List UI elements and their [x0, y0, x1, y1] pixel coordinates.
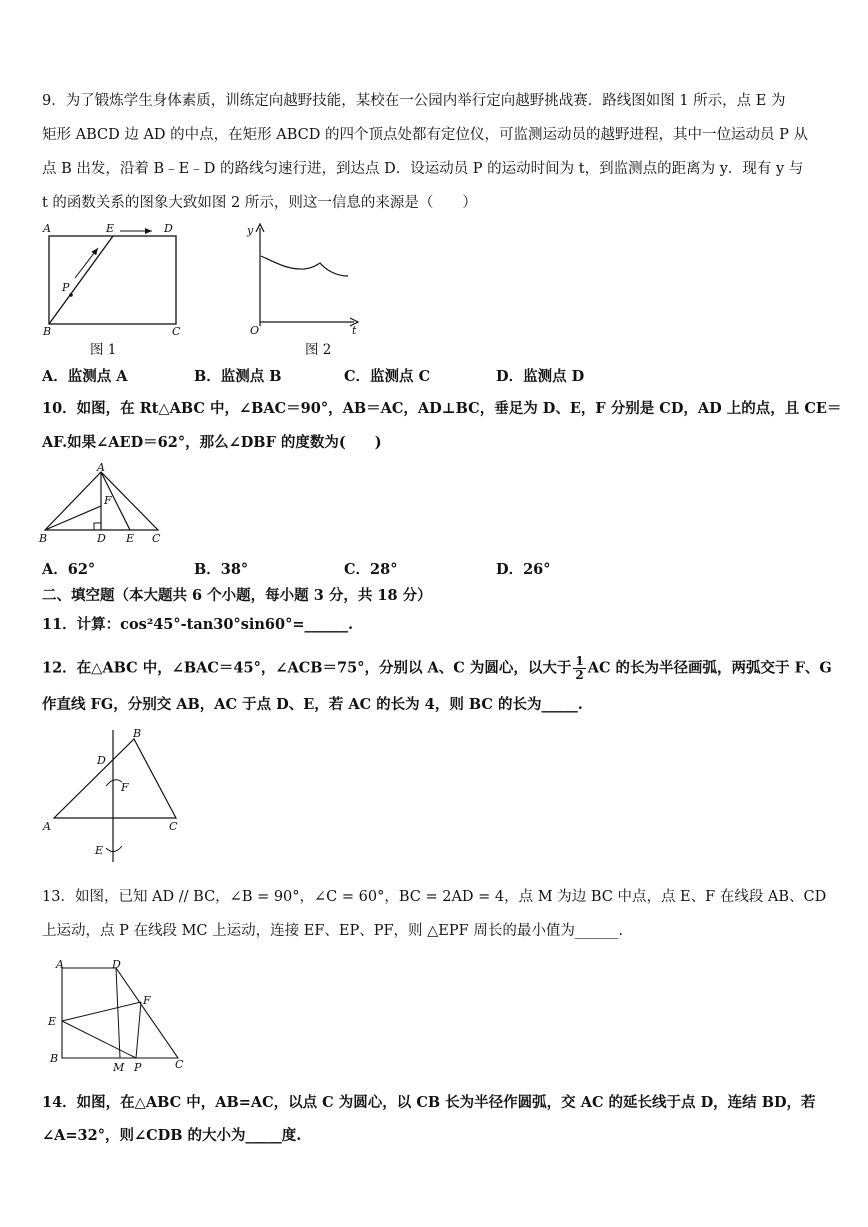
label-b: B — [43, 325, 52, 338]
q9-line-2: 矩形 ABCD 边 AD 的中点，在矩形 ABCD 的四个顶点处都有定位仪，可监测运动员的越野进程，其中一位运动员 P 从 — [42, 127, 808, 143]
q14-line-2: ∠A=32°，则∠CDB 的大小为_____度. — [42, 1127, 302, 1144]
fraction-one-half: $\frac{1}{2}$ — [575, 654, 584, 682]
q12-line-1-post: AC 的长为半径画弧，两弧交于 F、G — [587, 659, 832, 677]
q9-line-4: t 的函数关系的图象大致如图 2 所示，则这一信息的来源是（ ） — [42, 195, 477, 211]
label-b: B — [133, 727, 142, 740]
label-d: D — [97, 532, 106, 544]
label-t: t — [352, 324, 357, 337]
label-a: A — [56, 958, 64, 971]
trapezoid-abcd — [62, 968, 178, 1058]
label-e: E — [95, 844, 104, 857]
segment-ep — [62, 1021, 136, 1058]
section-2-heading: 二、填空题（本大题共 6 个小题，每小题 3 分，共 18 分） — [42, 587, 432, 604]
q12-line-1 — [42, 655, 832, 682]
q9-line-3: 点 B 出发，沿着 B﹣E﹣D 的路线匀速行进，到达点 D．设运动员 P 的运动时间为 t，到监测点的距离为 y．现有 y 与 — [42, 161, 804, 177]
q9-line-1: 9．为了锻炼学生身体素质，训练定向越野技能，某校在一公园内举行定向越野挑战赛．路线图如图 1 所示，点 E 为 — [42, 93, 786, 109]
label-c: C — [169, 820, 178, 833]
q11-line: 11．计算：cos²45°-tan30°sin60°=______. — [42, 616, 354, 633]
q14-line-1: 14．如图，在△ABC 中，AB=AC，以点 C 为圆心，以 CB 长为半径作圆弧，交 AC 的延长线于点 D，连结 BD，若 — [42, 1094, 816, 1111]
q9-figure-1 — [40, 218, 200, 338]
q9-option-c[interactable]: C．监测点 C — [344, 368, 431, 385]
label-e: E — [48, 1015, 57, 1028]
q9-option-b[interactable]: B．监测点 B — [194, 368, 282, 385]
label-p: P — [134, 1061, 142, 1074]
rectangle-abcd — [49, 236, 176, 324]
label-b: B — [50, 1052, 59, 1065]
label-e: E — [126, 532, 135, 544]
q10-line-2: AF.如果∠AED＝62°，那么∠DBF 的度数为( ) — [42, 434, 382, 451]
label-a: A — [43, 820, 51, 833]
q12-figure — [38, 724, 188, 866]
arc-f — [106, 780, 122, 786]
label-b: B — [39, 532, 48, 544]
label-f: F — [143, 994, 151, 1007]
q13-figure — [42, 954, 192, 1076]
label-c: C — [172, 325, 181, 338]
label-c: C — [175, 1058, 184, 1071]
label-o: O — [250, 324, 260, 337]
segment-dm — [116, 968, 120, 1058]
label-d: D — [164, 222, 173, 235]
label-p: P — [62, 281, 70, 294]
q10-option-a[interactable]: A．62° — [42, 561, 96, 578]
q13-line-1: 13．如图，已知 AD // BC，∠B = 90°，∠C = 60°，BC = 2AD = 4，点 M 为边 BC 中点，点 E、F 在线段 AB、CD — [42, 889, 827, 905]
segment-ef — [62, 1002, 141, 1021]
right-angle-mark — [94, 523, 101, 530]
q9-figure-1-caption: 图 1 — [90, 342, 117, 358]
q9-figure-2-caption: 图 2 — [305, 342, 332, 358]
label-f: F — [104, 494, 112, 507]
q13-line-2: 上运动，点 P 在线段 MC 上运动，连接 EF、EP、PF，则 △EPF 周长的最小值为______. — [42, 923, 623, 939]
q10-figure — [36, 462, 168, 544]
label-d: D — [97, 754, 106, 767]
q10-line-1: 10．如图，在 Rt△ABC 中，∠BAC＝90°，AB＝AC，AD⊥BC，垂足为 D、E，F 分别是 CD，AD 上的点，且 CE＝ — [42, 400, 842, 417]
q9-figure-2 — [242, 218, 367, 338]
label-m: M — [113, 1061, 125, 1074]
function-curve — [261, 256, 348, 276]
q9-option-a[interactable]: A．监测点 A — [42, 368, 128, 385]
q12-line-1-pre: 12．在△ABC 中，∠BAC＝45°，∠ACB＝75°，分别以 A、C 为圆心，以大于 — [42, 659, 572, 677]
q9-option-d[interactable]: D．监测点 D — [496, 368, 585, 385]
segment-bf — [45, 506, 101, 530]
point-p — [69, 293, 73, 297]
q10-option-c[interactable]: C．28° — [344, 561, 398, 578]
arc-g — [106, 846, 122, 852]
triangle-abc — [54, 739, 176, 818]
label-y: y — [247, 224, 254, 237]
label-e: E — [106, 222, 115, 235]
q10-option-d[interactable]: D．26° — [496, 561, 551, 578]
label-a: A — [43, 222, 51, 235]
label-f: F — [121, 781, 129, 794]
label-c: C — [152, 532, 161, 544]
label-a: A — [97, 462, 105, 474]
segment-be — [49, 236, 113, 324]
label-d: D — [112, 958, 121, 971]
segment-pf — [136, 1002, 141, 1058]
q12-line-2: 作直线 FG，分别交 AB，AC 于点 D、E，若 AC 的长为 4，则 BC 的长为_____. — [42, 696, 583, 713]
q10-option-b[interactable]: B．38° — [194, 561, 249, 578]
